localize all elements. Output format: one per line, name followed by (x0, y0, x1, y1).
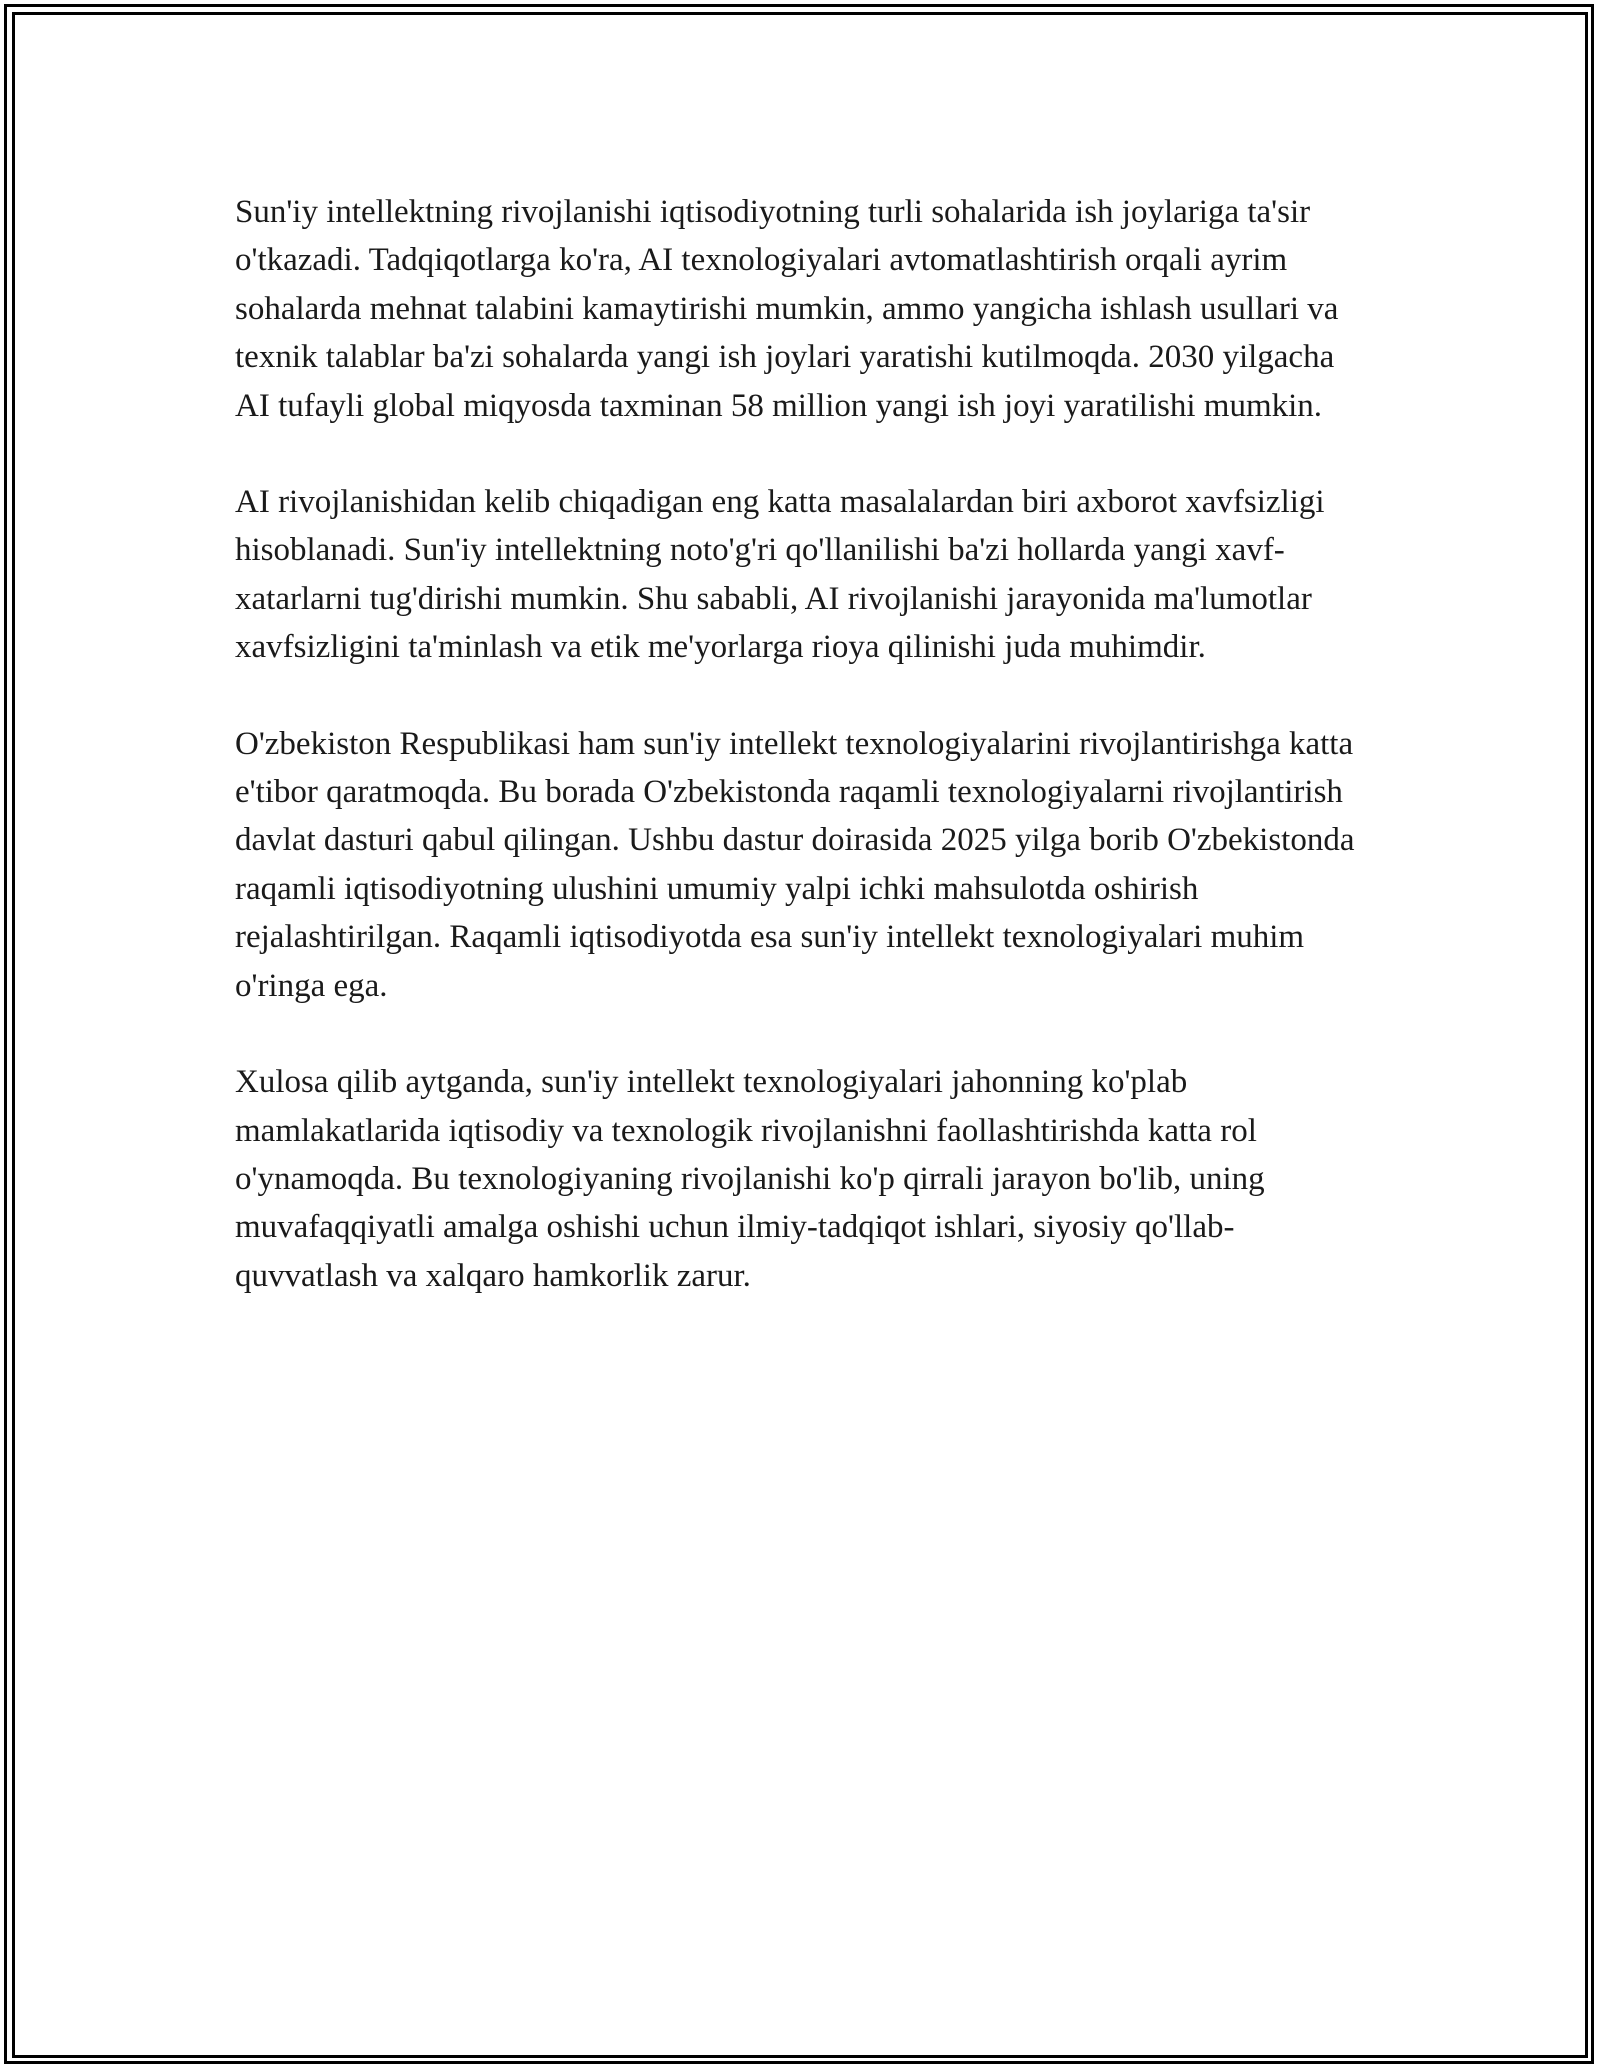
document-body (235, 188, 1370, 1348)
paragraph-uzbekistan-program: O'zbekiston Respublikasi ham sun'iy intellekt texnologiyalarini rivojlantirishga katta e'tibor qaratmoqda. Bu borada O'zbekistonda raqamli texnologiyalarni rivojlantirish davlat dasturi qabul qilingan. Ushbu dastur doirasida 2025 yilga borib O'zbekistonda raqamli iqtisodiyotning ulushini umumiy yalpi ichki mahsulotda oshirish rejalashtirilgan. Raqamli iqtisodiyotda esa sun'iy intellekt texnologiyalari muhim o'ringa ega. (235, 725, 1355, 1004)
paragraph-conclusion: Xulosa qilib aytganda, sun'iy intellekt texnologiyalari jahonning ko'plab mamlakatlarida iqtisodiy va texnologik rivojlanishni faollashtirishda katta rol o'ynamoqda. Bu texnologiyaning rivojlanishi ko'p qirrali jarayon bo'lib, uning muvafaqqiyatli amalga oshishi uchun ilmiy-tadqiqot ishlari, siyosiy qo'llab-quvvatlash va xalqaro hamkorlik zarur. (235, 1064, 1265, 1294)
paragraph-information-security: AI rivojlanishidan kelib chiqadigan eng katta masalalardan biri axborot xavfsizligi hisoblanadi. Sun'iy intellektning noto'g'ri qo'llanilishi ba'zi hollarda yangi xavf-xatarlarni tug'dirishi mumkin. Shu sababli, AI rivojlanishi jarayonida ma'lumotlar xavfsizligini ta'minlash va etik me'yorlarga rioya qilinishi juda muhimdir. (235, 484, 1325, 666)
paragraph-job-impact: Sun'iy intellektning rivojlanishi iqtisodiyotning turli sohalarida ish joylariga ta'sir o'tkazadi. Tadqiqotlarga ko'ra, AI texnologiyalari avtomatlashtirish orqali ayrim sohalarda mehnat talabini kamaytirishi mumkin, ammo yangicha ishlash usullari va texnik talablar ba'zi sohalarda yangi ish joylari yaratishi kutilmoqda. 2030 yilgacha AI tufayli global miqyosda taxminan 58 million yangi ish joyi yaratilishi mumkin. (235, 194, 1339, 424)
